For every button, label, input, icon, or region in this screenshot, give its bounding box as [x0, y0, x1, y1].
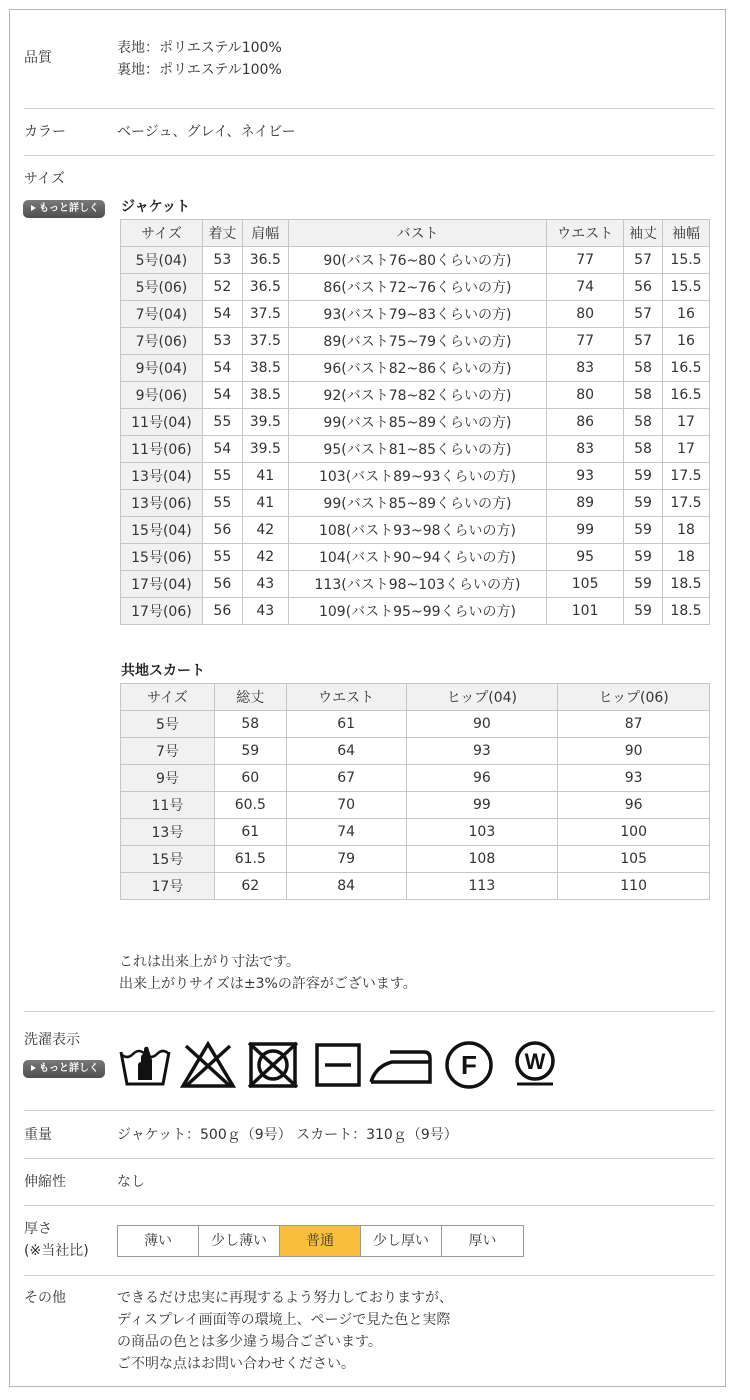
table-cell: 113(バスト98~103くらいの方): [288, 571, 546, 598]
table-cell: 92(バスト78~82くらいの方): [288, 382, 546, 409]
more-details-label: もっと詳しく: [39, 203, 99, 214]
table-cell: 77: [547, 247, 624, 274]
table-cell: 58: [624, 355, 663, 382]
table-row: [121, 355, 710, 382]
table-cell: 54: [202, 301, 242, 328]
size-cell: 11号(06): [121, 436, 203, 463]
size-cell: 13号(04): [121, 463, 203, 490]
divider: [24, 1011, 714, 1012]
table-cell: 99(バスト85~89くらいの方): [288, 409, 546, 436]
table-row: [121, 711, 710, 738]
table-cell: 105: [558, 846, 710, 873]
table-cell: 59: [624, 598, 663, 625]
table-cell: 37.5: [242, 328, 288, 355]
size-cell: 13号(06): [121, 490, 203, 517]
table-cell: 103(バスト89~93くらいの方): [288, 463, 546, 490]
table-cell: 17.5: [663, 463, 710, 490]
table-cell: 54: [202, 436, 242, 463]
table-row: [121, 846, 710, 873]
thickness-scale: [117, 1225, 524, 1257]
table-cell: 90: [558, 738, 710, 765]
table-cell: 89(バスト75~79くらいの方): [288, 328, 546, 355]
color-value: ベージュ、グレイ、ネイビー: [117, 124, 296, 140]
size-cell: 13号: [121, 819, 215, 846]
divider: [24, 108, 714, 109]
size-cell: 17号(04): [121, 571, 203, 598]
other-line-4: ご不明な点はお問い合わせください。: [117, 1356, 355, 1372]
table-cell: 64: [286, 738, 406, 765]
table-cell: 86: [547, 409, 624, 436]
table-cell: 62: [214, 873, 286, 900]
table-cell: 89: [547, 490, 624, 517]
table-row: [121, 765, 710, 792]
table-cell: 99: [406, 792, 558, 819]
other-line-1: できるだけ忠実に再現するよう努力しておりますが、: [117, 1290, 453, 1306]
table-cell: 83: [547, 355, 624, 382]
table-cell: 93(バスト79~83くらいの方): [288, 301, 546, 328]
table-cell: 101: [547, 598, 624, 625]
column-header: 袖丈: [624, 220, 663, 247]
w-letter: W: [524, 1049, 546, 1074]
table-header-row: [121, 684, 710, 711]
table-cell: 54: [202, 382, 242, 409]
size-cell: 15号(04): [121, 517, 203, 544]
table-cell: 36.5: [242, 274, 288, 301]
table-cell: 104(バスト90~94くらいの方): [288, 544, 546, 571]
more-details-label: もっと詳しく: [39, 1063, 99, 1074]
table-cell: 55: [202, 490, 242, 517]
table-cell: 90(バスト76~80くらいの方): [288, 247, 546, 274]
column-header: 肩幅: [242, 220, 288, 247]
size-note-1: これは出来上がり寸法です。: [119, 954, 300, 970]
table-cell: 16.5: [663, 382, 710, 409]
column-header: 着丈: [202, 220, 242, 247]
table-cell: 59: [624, 463, 663, 490]
table-cell: 55: [202, 463, 242, 490]
table-cell: 61.5: [214, 846, 286, 873]
table-row: [121, 463, 710, 490]
table-cell: 59: [624, 571, 663, 598]
size-cell: 15号: [121, 846, 215, 873]
table-row: [121, 792, 710, 819]
other-line-3: の商品の色とは多少違う場合ございます。: [117, 1334, 382, 1350]
table-cell: 55: [202, 409, 242, 436]
size-cell: 11号(04): [121, 409, 203, 436]
table-cell: 18.5: [663, 598, 710, 625]
table-cell: 77: [547, 328, 624, 355]
table-cell: 38.5: [242, 382, 288, 409]
size-cell: 7号: [121, 738, 215, 765]
table-cell: 17: [663, 409, 710, 436]
table-cell: 55: [202, 544, 242, 571]
table-cell: 74: [286, 819, 406, 846]
skirt-size-table: [120, 683, 710, 900]
stretch-value: なし: [117, 1174, 145, 1190]
no-tumble-dry-icon: [246, 1040, 302, 1090]
table-cell: 39.5: [242, 436, 288, 463]
jacket-table-title: ジャケット: [121, 199, 191, 215]
table-cell: 58: [624, 382, 663, 409]
table-row: [121, 490, 710, 517]
weight-value: ジャケット：500ｇ（9号） スカート：310ｇ（9号）: [117, 1127, 458, 1143]
table-row: [121, 598, 710, 625]
table-row: [121, 328, 710, 355]
other-label: その他: [24, 1290, 66, 1306]
divider: [24, 1158, 714, 1159]
table-cell: 100: [558, 819, 710, 846]
hand-wash-icon: [118, 1040, 172, 1090]
table-cell: 53: [202, 247, 242, 274]
table-cell: 99: [547, 517, 624, 544]
table-row: [121, 544, 710, 571]
skirt-table-title: 共地スカート: [121, 663, 205, 679]
size-cell: 17号: [121, 873, 215, 900]
table-cell: 56: [202, 598, 242, 625]
table-cell: 54: [202, 355, 242, 382]
table-row: [121, 409, 710, 436]
table-cell: 99(バスト85~89くらいの方): [288, 490, 546, 517]
table-cell: 58: [624, 436, 663, 463]
table-cell: 18.5: [663, 571, 710, 598]
table-cell: 59: [624, 490, 663, 517]
table-cell: 83: [547, 436, 624, 463]
divider: [24, 1110, 714, 1111]
color-label: カラー: [24, 124, 66, 140]
table-cell: 37.5: [242, 301, 288, 328]
table-cell: 17.5: [663, 490, 710, 517]
table-cell: 61: [214, 819, 286, 846]
table-cell: 108(バスト93~98くらいの方): [288, 517, 546, 544]
column-header: ウエスト: [547, 220, 624, 247]
table-cell: 16.5: [663, 355, 710, 382]
table-cell: 15.5: [663, 247, 710, 274]
wet-clean-w-icon: [508, 1040, 562, 1090]
table-cell: 105: [547, 571, 624, 598]
size-cell: 5号(06): [121, 274, 203, 301]
table-cell: 108: [406, 846, 558, 873]
table-cell: 57: [624, 301, 663, 328]
size-cell: 9号(04): [121, 355, 203, 382]
size-cell: 7号(06): [121, 328, 203, 355]
table-cell: 103: [406, 819, 558, 846]
table-cell: 42: [242, 517, 288, 544]
table-cell: 53: [202, 328, 242, 355]
table-cell: 87: [558, 711, 710, 738]
column-header: 総丈: [214, 684, 286, 711]
play-arrow-icon: [31, 205, 36, 211]
table-cell: 95: [547, 544, 624, 571]
table-cell: 80: [547, 382, 624, 409]
table-cell: 60.5: [214, 792, 286, 819]
care-more-details-button[interactable]: [23, 1060, 105, 1078]
table-cell: 60: [214, 765, 286, 792]
table-cell: 93: [547, 463, 624, 490]
table-cell: 58: [214, 711, 286, 738]
dry-clean-f-icon: [442, 1040, 496, 1090]
table-cell: 56: [202, 517, 242, 544]
column-header: サイズ: [121, 220, 203, 247]
quality-label: 品質: [24, 50, 52, 66]
size-cell: 5号: [121, 711, 215, 738]
table-cell: 18: [663, 517, 710, 544]
flat-dry-icon: [313, 1040, 365, 1090]
table-row: [121, 517, 710, 544]
table-row: [121, 738, 710, 765]
table-cell: 36.5: [242, 247, 288, 274]
table-row: [121, 819, 710, 846]
table-cell: 17: [663, 436, 710, 463]
table-cell: 16: [663, 328, 710, 355]
table-row: [121, 301, 710, 328]
table-cell: 96: [406, 765, 558, 792]
table-cell: 96(バスト82~86くらいの方): [288, 355, 546, 382]
iron-icon: [368, 1040, 434, 1090]
table-cell: 43: [242, 571, 288, 598]
table-cell: 80: [547, 301, 624, 328]
quality-line-outer: 表地：ポリエステル100%: [117, 40, 282, 56]
table-cell: 56: [624, 274, 663, 301]
table-cell: 95(バスト81~85くらいの方): [288, 436, 546, 463]
table-cell: 59: [624, 517, 663, 544]
f-letter: F: [461, 1050, 477, 1080]
table-cell: 70: [286, 792, 406, 819]
table-cell: 86(バスト72~76くらいの方): [288, 274, 546, 301]
table-header-row: [121, 220, 710, 247]
table-cell: 74: [547, 274, 624, 301]
table-cell: 79: [286, 846, 406, 873]
thickness-option: 普通: [280, 1226, 361, 1256]
divider: [24, 1275, 714, 1276]
size-cell: 17号(06): [121, 598, 203, 625]
thickness-option: 少し厚い: [361, 1226, 442, 1256]
table-row: [121, 436, 710, 463]
size-cell: 5号(04): [121, 247, 203, 274]
table-row: [121, 274, 710, 301]
table-cell: 67: [286, 765, 406, 792]
thickness-option: 薄い: [118, 1226, 199, 1256]
column-header: ヒップ(06): [558, 684, 710, 711]
column-header: ウエスト: [286, 684, 406, 711]
thickness-label: 厚さ: [24, 1221, 52, 1237]
column-header: サイズ: [121, 684, 215, 711]
table-cell: 18: [663, 544, 710, 571]
thickness-option: 厚い: [468, 1233, 497, 1249]
table-cell: 58: [624, 409, 663, 436]
size-note-2: 出来上がりサイズは±3%の許容がございます。: [119, 976, 417, 992]
size-label: サイズ: [24, 171, 65, 187]
table-cell: 57: [624, 247, 663, 274]
other-line-2: ディスプレイ画面等の環境上、ページで見た色と実際: [117, 1312, 451, 1328]
table-cell: 93: [406, 738, 558, 765]
table-cell: 38.5: [242, 355, 288, 382]
column-header: バスト: [288, 220, 546, 247]
divider: [24, 1205, 714, 1206]
table-cell: 96: [558, 792, 710, 819]
table-cell: 41: [242, 463, 288, 490]
table-cell: 41: [242, 490, 288, 517]
table-row: [121, 247, 710, 274]
size-cell: 7号(04): [121, 301, 203, 328]
table-cell: 61: [286, 711, 406, 738]
table-cell: 15.5: [663, 274, 710, 301]
table-cell: 43: [242, 598, 288, 625]
table-cell: 93: [558, 765, 710, 792]
table-cell: 39.5: [242, 409, 288, 436]
divider: [24, 155, 714, 156]
jacket-size-table: [120, 219, 710, 625]
table-cell: 109(バスト95~99くらいの方): [288, 598, 546, 625]
care-label: 洗濯表示: [24, 1032, 80, 1048]
table-cell: 52: [202, 274, 242, 301]
table-cell: 59: [214, 738, 286, 765]
size-cell: 11号: [121, 792, 215, 819]
table-cell: 113: [406, 873, 558, 900]
table-cell: 84: [286, 873, 406, 900]
size-cell: 15号(06): [121, 544, 203, 571]
thickness-option: 少し薄い: [199, 1226, 280, 1256]
stretch-label: 伸縮性: [24, 1174, 66, 1190]
column-header: ヒップ(04): [406, 684, 558, 711]
weight-label: 重量: [24, 1127, 52, 1143]
no-bleach-icon: [180, 1040, 236, 1090]
table-cell: 42: [242, 544, 288, 571]
table-cell: 59: [624, 544, 663, 571]
size-cell: 9号: [121, 765, 215, 792]
table-row: [121, 382, 710, 409]
table-cell: 90: [406, 711, 558, 738]
size-cell: 9号(06): [121, 382, 203, 409]
play-arrow-icon: [31, 1065, 36, 1071]
table-cell: 16: [663, 301, 710, 328]
thickness-label-note: (※当社比): [24, 1243, 89, 1259]
quality-line-lining: 裏地：ポリエステル100%: [117, 62, 282, 78]
column-header: 袖幅: [663, 220, 710, 247]
size-more-details-button[interactable]: [23, 200, 105, 218]
table-row: [121, 571, 710, 598]
table-cell: 110: [558, 873, 710, 900]
table-cell: 57: [624, 328, 663, 355]
table-row: [121, 873, 710, 900]
table-cell: 56: [202, 571, 242, 598]
